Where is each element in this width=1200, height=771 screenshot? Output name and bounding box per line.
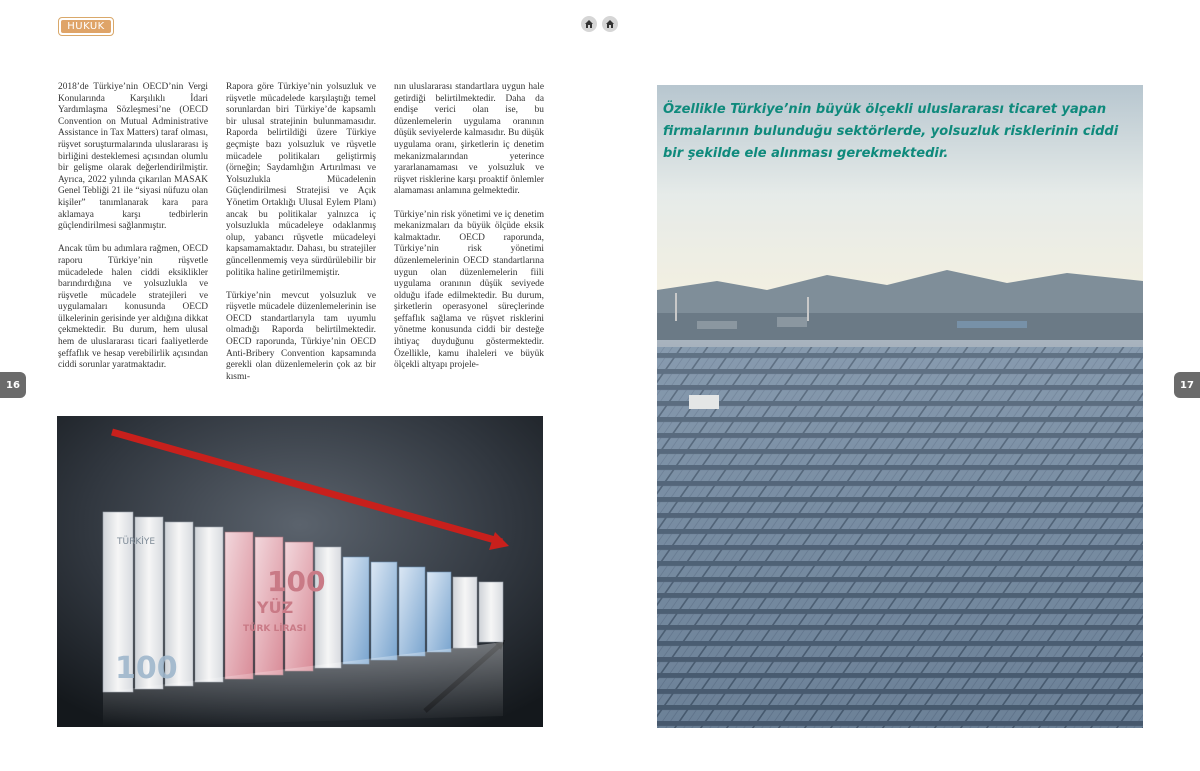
pull-quote: Özellikle Türkiye’nin büyük ölçekli uluslararası ticaret yapan firmalarının bulunduğu sektörlerde, yolsuzluk risklerinin ciddi bir şekilde ele alınması gerekmektedir.	[663, 102, 1119, 161]
page-number-left: 16	[0, 372, 26, 398]
house-logo-icon	[581, 16, 597, 32]
paragraph: Ancak tüm bu adımlara rağmen, OECD raporu Türkiye’nin rüşvetle mücadelede halen ciddi eksiklikler barındırdığına ve yolsuzlukla ve rüşvetle mücadele stratejileri ve uygulamaları konusunda OECD ülkelerinin gerisinde yer aldığına dikkat çekmektedir. Bu durum, hem ulusal hem de uluslararası ticari faaliyetlerde şeffaflık ve hesap verebilirlik açısından ciddi sorunlar yaratmaktadır.	[58, 244, 208, 371]
paragraph: Rapora göre Türkiye’nin yolsuzluk ve rüşvetle mücadelede karşılaştığı temel sorunlardan biri Türkiye’de kapsamlı bir ulusal stratejinin bulunmamasıdır. Raporda belirtildiği üzere Türkiye geçmişte bazı yolsuzluk ve rüşvetle mücadele politikaları geliştirmiş (örneğin; Saydamlığın Artırılması ve Yolsuzlukla Mücadelenin Güçlendirilmesi Stratejisi ve Açık Yönetim Ortaklığı Ulusal Eylem Planı) ancak bu politikalar yalnızca iç yolsuzlukla mücadeleye odaklanmış olup, yabancı rüşvetle mücadeleyi kapsamamaktadır. Dahası, bu stratejiler güncellenmemiş veya sürdürülebilir bir politika haline getirilmemiştir.	[226, 82, 376, 278]
banknote-bar-chart-photo	[57, 416, 543, 727]
solar-farm-photo	[657, 85, 1143, 728]
paragraph: 2018’de Türkiye’nin OECD’nin Vergi Konularında Karşılıklı İdari Yardımlaşma Sözleşmesi’ne (OECD Convention on Mutual Administrative Assistance in Tax Matters) taraf olması, rüşvet soruşturmalarında uluslararası iş birliğini desteklemesi açısından olumlu bir gelişme olarak değerlendirilmiştir. Ayrıca, 2022 yılında çıkarılan MASAK Genel Tebliği 21 ile “siyasi nüfuzu olan kişiler” tanımlanarak kara para aklamaya karşı tedbirlerin güçlendirilmesi sağlanmıştır.	[58, 82, 208, 232]
house-logo-icon	[602, 16, 618, 32]
section-tag	[58, 17, 114, 36]
banknote-text: YÜZ	[257, 598, 294, 617]
banknote-text: TÜRKİYE	[117, 537, 156, 547]
paragraph: Türkiye’nin risk yönetimi ve iç denetim mekanizmaları da büyük ölçüde eksik kalmaktadır. OECD raporunda, Türkiye’nin risk yönetimi düzenlemelerinin OECD standartlarına uygun olan düzenlemelerin fiili uygulama oranının düşük seviyede olduğu ifade edilmektedir. Bu durum, şirketlerin operasyonel süreçlerinde şeffaflık sağlama ve rüşvet risklerini yönetme konusunda ciddi bir desteğe ihtiyaç duyduğunu göstermektedir. Özellikle, kamu ihaleleri ve büyük ölçekli altyapı projele-	[394, 209, 544, 371]
article-column-3	[394, 82, 544, 383]
banknote-text: TÜRK LİRASI	[243, 624, 307, 634]
article-column-1	[58, 82, 208, 383]
banknote-text: 100	[267, 565, 326, 598]
paragraph: Türkiye’nin mevcut yolsuzluk ve rüşvetle mücadele düzenlemelerinin ise OECD standartlarıyla tam uyumlu olmadığı Raporda belirtilmektedir. OECD raporunda, Türkiye’nin OECD Anti-Bribery Convention kapsamında gerekli olan düzenlemelerin çok az bir kısmı-	[226, 290, 376, 382]
section-tag-label: HUKUK	[61, 20, 111, 33]
paragraph: nın uluslararası standartlara uygun hale getirdiği belirtilmektedir. Daha da endişe verici olan ise, bu düzenlemelerin uygulama oranının düşük seviyelerde kalmasıdır. Bu düşük uygulama oranı, şirketlerin iç denetim mekanizmalarından yeterince yararlanamaması ve yolsuzluk ve rüşvet risklerine karşı proaktif önlemler alamaması anlamına gelmektedir.	[394, 82, 544, 197]
page-number-right: 17	[1174, 372, 1200, 398]
article-column-2	[226, 82, 376, 395]
svg-text:100: 100	[115, 651, 178, 686]
